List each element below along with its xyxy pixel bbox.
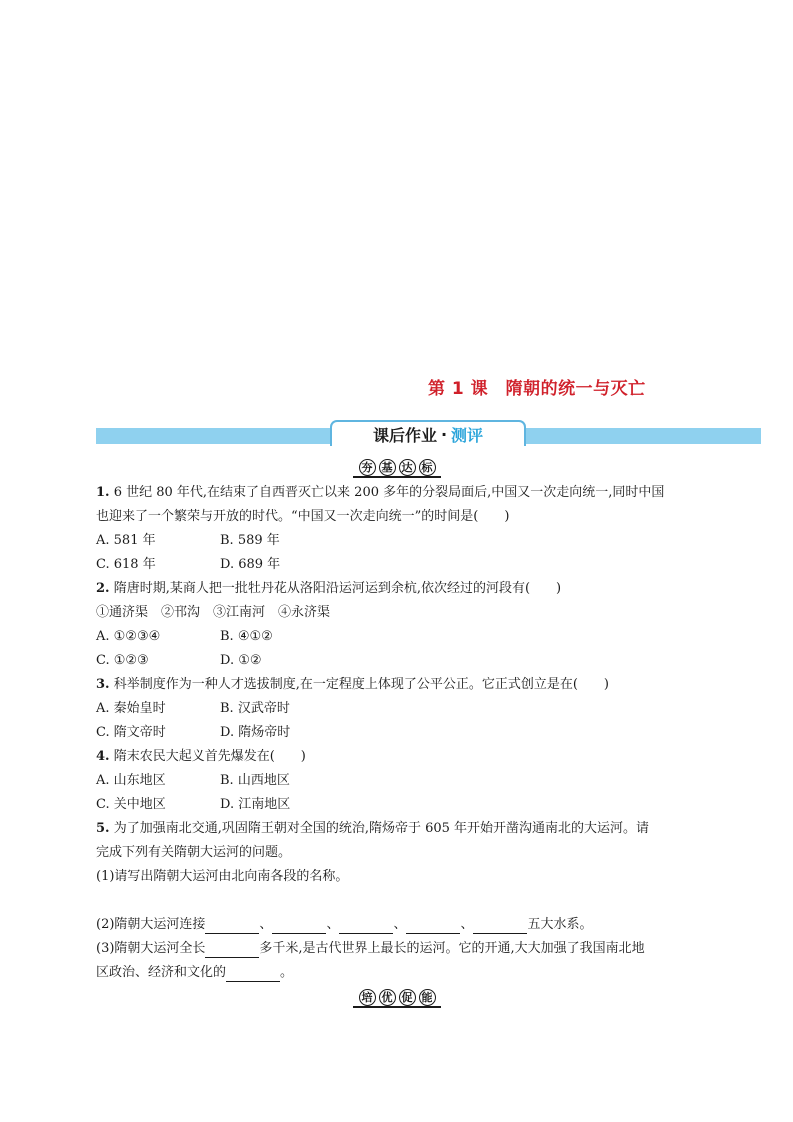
q5-sub2-prefix: (2)隋朝大运河连接 — [96, 917, 206, 932]
q3-option-c[interactable]: C. 隋文帝时 — [96, 725, 166, 740]
answer-blank[interactable] — [205, 943, 259, 958]
q5-sub1: (1)请写出隋朝大运河由北向南各段的名称。 — [96, 869, 349, 884]
blank-separator: 、 — [259, 917, 273, 932]
q1-options-row1 — [96, 532, 344, 550]
badge-char: 夯 — [359, 459, 376, 476]
answer-blank[interactable] — [406, 919, 460, 934]
q3-options-row1 — [96, 700, 344, 718]
q1-text: 6 世纪 80 年代,在结束了自西晋灭亡以来 200 多年的分裂局面后,中国又一次走向统一,同时中国 — [109, 485, 665, 500]
q5-text: 为了加强南北交通,巩固隋王朝对全国的统治,隋炀帝于 605 年开始开凿沟通南北的大运河。请 — [109, 821, 650, 836]
q3-option-b[interactable]: B. 汉武帝时 — [220, 701, 290, 716]
answer-blank[interactable] — [272, 919, 326, 934]
q1-option-a[interactable]: A. 581 年 — [96, 533, 156, 548]
section-badge-basic — [353, 458, 441, 478]
q2-option-d[interactable]: D. ①② — [220, 653, 262, 668]
q1-option-b[interactable]: B. 589 年 — [220, 533, 280, 548]
q4-option-c[interactable]: C. 关中地区 — [96, 797, 166, 812]
badge-char: 标 — [419, 459, 436, 476]
banner-separator: · — [440, 424, 448, 444]
q1-option-c[interactable]: C. 618 年 — [96, 557, 156, 572]
q4-options-row2 — [96, 796, 344, 814]
q5-sub2 — [96, 916, 593, 934]
q3-number: 3. — [96, 677, 110, 692]
q4-option-a[interactable]: A. 山东地区 — [96, 773, 166, 788]
q4-line1 — [96, 748, 306, 766]
q5-sub3-end: 。 — [280, 965, 294, 980]
q2-option-a[interactable]: A. ①②③④ — [96, 629, 161, 644]
q3-options-row2 — [96, 724, 344, 742]
q4-number: 4. — [96, 749, 110, 764]
q3-text: 科举制度作为一种人才选拔制度,在一定程度上体现了公平公正。它正式创立是在( ) — [109, 677, 609, 692]
answer-blank[interactable] — [226, 967, 280, 982]
q3-line1 — [96, 676, 609, 694]
q4-option-d[interactable]: D. 江南地区 — [220, 797, 291, 812]
banner-label-homework: 课后作业 — [372, 425, 437, 445]
q1-line1 — [96, 484, 664, 502]
blank-separator: 、 — [393, 917, 407, 932]
lesson-title: 第 1 课 隋朝的统一与灭亡 — [428, 379, 646, 399]
homework-banner — [330, 420, 526, 446]
q4-text: 隋末农民大起义首先爆发在( ) — [109, 749, 306, 764]
q2-option-c[interactable]: C. ①②③ — [96, 653, 149, 668]
q5-number: 5. — [96, 821, 110, 836]
answer-blank[interactable] — [473, 919, 527, 934]
q5-sub3-mid: 多千米,是古代世界上最长的运河。它的开通,大大加强了我国南北地 — [259, 941, 645, 956]
q2-number: 2. — [96, 581, 110, 596]
q5-sub3-prefix: (3)隋朝大运河全长 — [96, 941, 206, 956]
q5-line2: 完成下列有关隋朝大运河的问题。 — [96, 845, 292, 860]
blank-separator: 、 — [460, 917, 474, 932]
q3-option-a[interactable]: A. 秦始皇时 — [96, 701, 166, 716]
badge-char: 能 — [419, 989, 436, 1006]
q1-options-row2 — [96, 556, 344, 574]
q2-option-b[interactable]: B. ④①② — [220, 629, 273, 644]
q5-line1 — [96, 820, 649, 838]
q3-option-d[interactable]: D. 隋炀帝时 — [220, 725, 291, 740]
q1-option-d[interactable]: D. 689 年 — [220, 557, 281, 572]
badge-char: 促 — [399, 989, 416, 1006]
section-badge-advanced — [353, 988, 441, 1008]
q1-number: 1. — [96, 485, 110, 500]
badge-char: 培 — [359, 989, 376, 1006]
banner-label-assessment: 测评 — [451, 425, 484, 445]
answer-blank[interactable] — [205, 919, 259, 934]
q5-sub2-suffix: 五大水系。 — [527, 917, 593, 932]
q2-text: 隋唐时期,某商人把一批牡丹花从洛阳沿运河运到余杭,依次经过的河段有( ) — [109, 581, 562, 596]
q2-options-row1 — [96, 628, 344, 646]
badge-char: 基 — [379, 459, 396, 476]
blank-separator: 、 — [326, 917, 340, 932]
answer-blank[interactable] — [339, 919, 393, 934]
badge-char: 达 — [399, 459, 416, 476]
q5-sub3 — [96, 940, 645, 958]
q4-option-b[interactable]: B. 山西地区 — [220, 773, 290, 788]
q4-options-row1 — [96, 772, 344, 790]
badge-char: 优 — [379, 989, 396, 1006]
q2-line2: ①通济渠 ②邗沟 ③江南河 ④永济渠 — [96, 605, 331, 620]
q1-line2: 也迎来了一个繁荣与开放的时代。“中国又一次走向统一”的时间是( ) — [96, 509, 510, 524]
q5-sub3-line2 — [96, 964, 293, 982]
q2-options-row2 — [96, 652, 344, 670]
q5-sub3-line2-prefix: 区政治、经济和文化的 — [96, 965, 227, 980]
q2-line1 — [96, 580, 561, 598]
